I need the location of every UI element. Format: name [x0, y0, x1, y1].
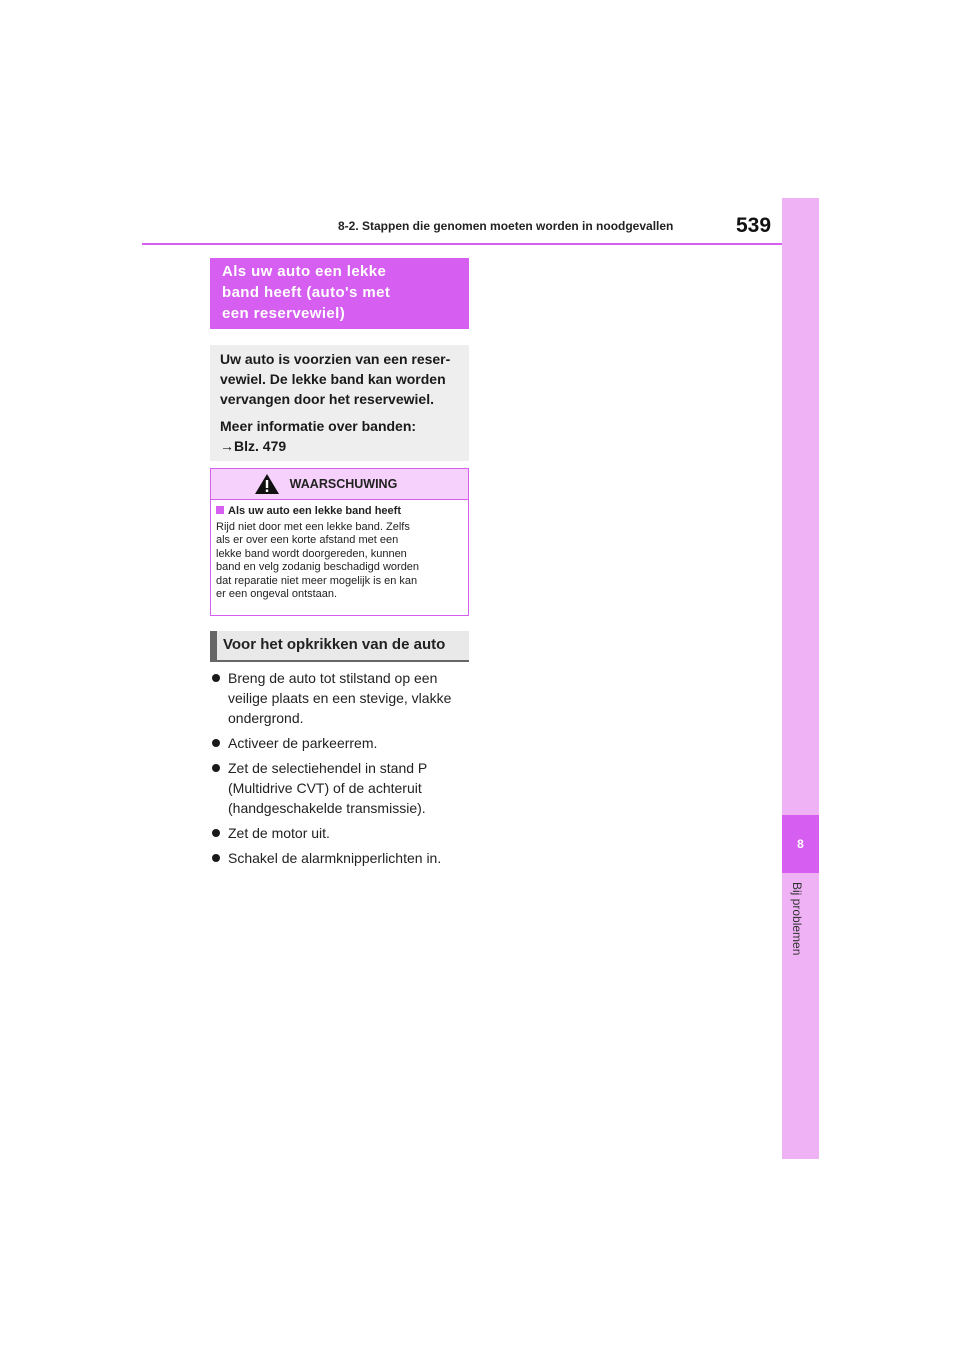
warning-text — [211, 517, 468, 601]
warning-triangle-icon — [254, 473, 280, 495]
bullet-line: (Multidrive CVT) of de achteruit — [228, 780, 422, 796]
info-line: vewiel. De lekke band kan worden — [220, 371, 446, 387]
chapter-label: Bij problemen — [790, 882, 804, 956]
bullet-list — [210, 668, 469, 873]
title-line: een reservewiel) — [222, 305, 346, 322]
section-heading: Voor het opkrikken van de auto — [210, 631, 469, 662]
square-bullet-icon — [216, 506, 224, 514]
warning-box — [210, 468, 469, 616]
bullet-item — [210, 758, 469, 818]
bullet-line: (handgeschakelde transmissie). — [228, 800, 426, 816]
chapter-number: 8 — [782, 815, 819, 873]
bullet-item — [210, 848, 469, 868]
bullet-line: Zet de motor uit. — [228, 825, 330, 841]
info-box — [210, 345, 469, 461]
warning-line: dat reparatie niet meer mogelijk is en kan — [216, 574, 418, 587]
title-box — [210, 258, 469, 329]
more-info-label: Meer informatie over banden: — [220, 418, 417, 434]
page-reference-link[interactable]: →Blz. 479 — [220, 438, 287, 454]
bullet-item — [210, 668, 469, 728]
bullet-item — [210, 823, 469, 843]
page-number: 539 — [736, 214, 772, 237]
warning-line: er een ongeval ontstaan. — [216, 588, 338, 601]
warning-header — [211, 469, 468, 500]
warning-line: band en velg zodanig beschadigd worden — [216, 561, 420, 574]
bullet-line: Zet de selectiehendel in stand P — [228, 760, 428, 776]
header-rule — [142, 243, 782, 245]
bullet-line: Activeer de parkeerrem. — [228, 735, 378, 751]
warning-line: Rijd niet door met een lekke band. Zelfs — [216, 521, 410, 533]
info-line: Uw auto is voorzien van een reser- — [220, 351, 451, 367]
bullet-item — [210, 733, 469, 753]
bullet-line: Breng de auto tot stilstand op een — [228, 670, 438, 686]
bullet-line: veilige plaats en een stevige, vlakke — [228, 690, 452, 706]
side-tab — [782, 198, 819, 1159]
warning-subheading-row — [211, 500, 468, 517]
title-line: Als uw auto een lekke — [222, 263, 387, 280]
warning-line: als er over een korte afstand met een — [216, 534, 399, 547]
warning-line: lekke band wordt doorgereden, kunnen — [216, 547, 407, 560]
section-title: 8-2. Stappen die genomen moeten worden in noodgevallen — [338, 219, 674, 233]
bullet-line: Schakel de alarmknipperlichten in. — [228, 850, 442, 866]
title-line: band heeft (auto's met — [222, 284, 391, 301]
bullet-line: ondergrond. — [228, 710, 304, 726]
warning-heading: WAARSCHUWING — [289, 477, 398, 491]
warning-subheading: Als uw auto een lekke band heeft — [228, 505, 401, 517]
info-line: vervangen door het reservewiel. — [220, 391, 434, 407]
